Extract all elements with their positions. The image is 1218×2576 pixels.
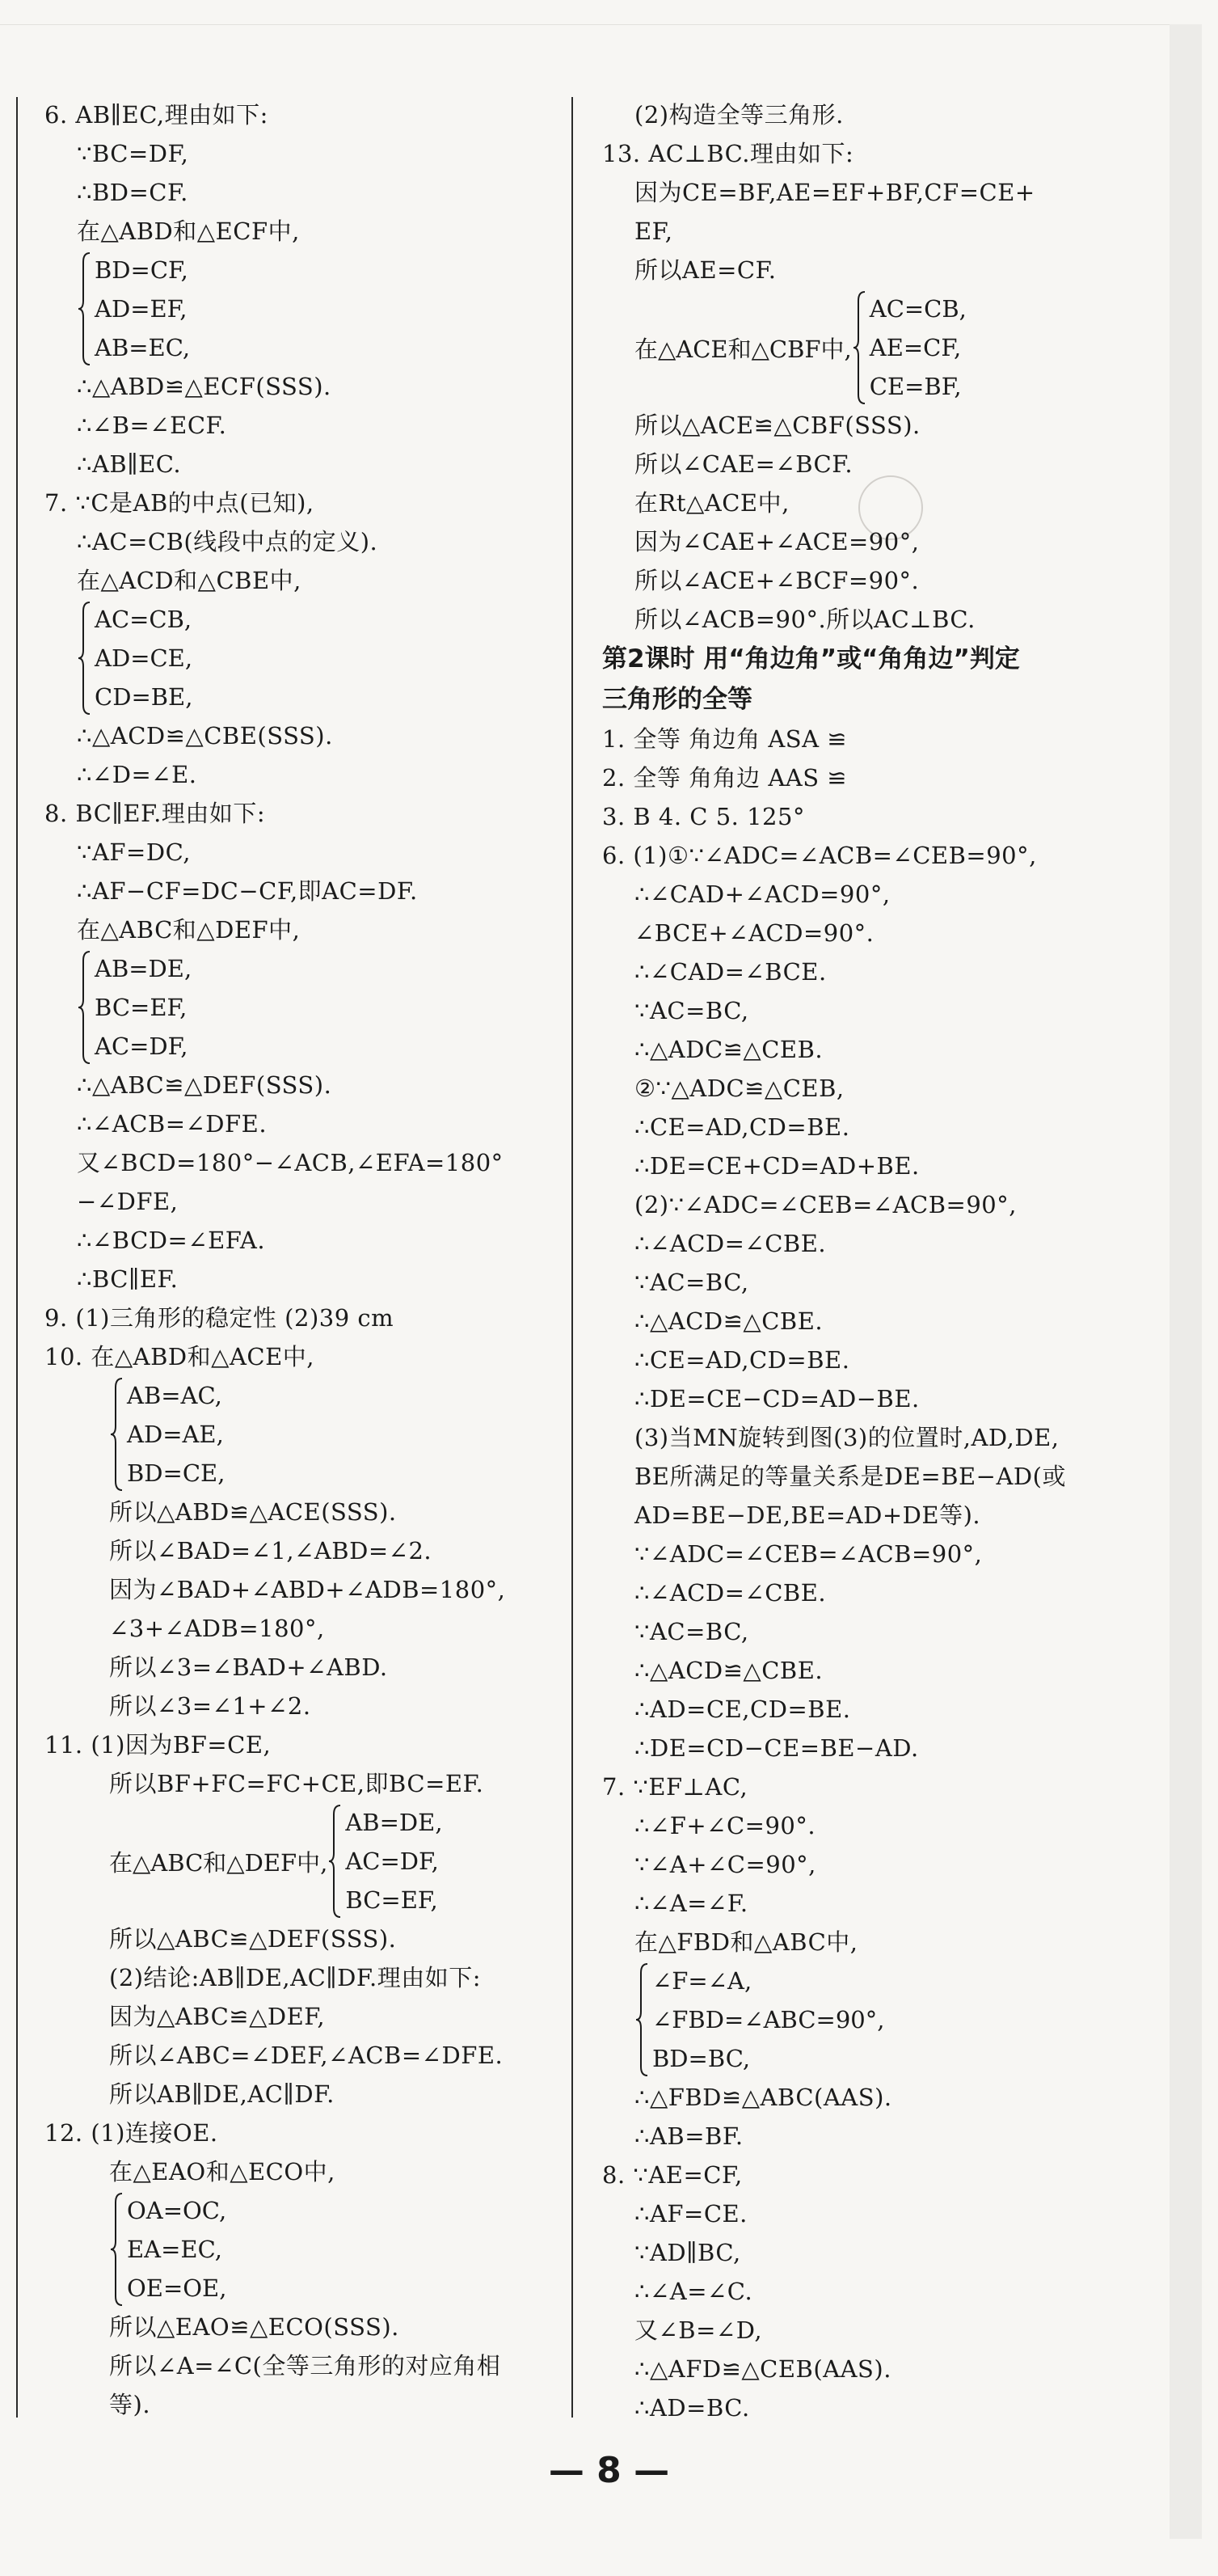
answer-line: 2. 全等 角角边 AAS ≌ bbox=[602, 764, 848, 792]
equation-line: AB=DE, bbox=[95, 955, 192, 982]
answer-line: ∴AF=CE. bbox=[634, 2200, 748, 2228]
left-brace bbox=[634, 1962, 649, 2078]
answer-line: ∴∠ACD=∠CBE. bbox=[634, 1579, 827, 1607]
answer-line: ∴∠CAD+∠ACD=90°, bbox=[634, 880, 891, 908]
answer-line: ∵AF=DC, bbox=[77, 838, 191, 866]
equation-row bbox=[44, 251, 562, 367]
answer-line: ∴△FBD≌△ABC(AAS). bbox=[634, 2084, 892, 2111]
answer-line: 9. (1)三角形的稳定性 (2)39 cm bbox=[44, 1304, 394, 1332]
equation-system bbox=[109, 1376, 225, 1493]
answer-line: −∠DFE, bbox=[77, 1188, 179, 1215]
equation-line: EA=EC, bbox=[127, 2236, 222, 2263]
left-column bbox=[44, 95, 562, 2424]
equation-intro: 在△ABC和△DEF中, bbox=[109, 1848, 328, 1877]
answer-line: 所以∠ACB=90°.所以AC⊥BC. bbox=[634, 606, 976, 633]
answer-line: (2)构造全等三角形. bbox=[634, 101, 844, 129]
answer-line: 10. 在△ABD和△ACE中, bbox=[44, 1343, 314, 1370]
answer-line: ∵AC=BC, bbox=[634, 1618, 749, 1645]
equation-row bbox=[602, 289, 1160, 406]
equation-row bbox=[44, 1803, 562, 1919]
answer-line: ∠BCE+∠ACD=90°. bbox=[634, 919, 875, 947]
equation-row bbox=[44, 1376, 562, 1493]
answer-line: ∴∠BCD=∠EFA. bbox=[77, 1227, 266, 1254]
answer-line: BE所满足的等量关系是DE=BE−AD(或 bbox=[634, 1463, 1066, 1490]
answer-line: ∴△ACD≌△CBE(SSS). bbox=[77, 722, 333, 750]
equation-line: CE=BF, bbox=[869, 373, 962, 400]
answer-line: 12. (1)连接OE. bbox=[44, 2119, 218, 2147]
answer-line: 11. (1)因为BF=CE, bbox=[44, 1731, 272, 1759]
answer-line: ∴△ABD≌△ECF(SSS). bbox=[77, 373, 331, 400]
left-brace bbox=[109, 2191, 124, 2308]
answer-line: ∴AD=BC. bbox=[634, 2394, 750, 2422]
answer-line: 等). bbox=[109, 2391, 151, 2418]
answer-line: ∵AC=BC, bbox=[634, 997, 749, 1024]
answer-line: ∵AC=BC, bbox=[634, 1269, 749, 1296]
answer-line: ∴AF−CF=DC−CF,即AC=DF. bbox=[77, 877, 418, 905]
left-brace bbox=[77, 251, 91, 367]
answer-line: (2)结论:AB∥DE,AC∥DF.理由如下: bbox=[109, 1964, 482, 1991]
left-brace bbox=[327, 1803, 342, 1919]
equation-line: BD=BC, bbox=[652, 2045, 751, 2072]
answer-line: 所以∠BAD=∠1,∠ABD=∠2. bbox=[109, 1537, 432, 1565]
answer-line: ∴△AFD≌△CEB(AAS). bbox=[634, 2355, 891, 2383]
equation-system bbox=[327, 1803, 442, 1919]
equation-line: AC=CB, bbox=[869, 295, 967, 323]
equation-row bbox=[44, 600, 562, 716]
equation-line: BD=CF, bbox=[95, 256, 188, 284]
answer-line: 在△FBD和△ABC中, bbox=[634, 1928, 858, 1956]
answer-line: ∴AD=CE,CD=BE. bbox=[634, 1696, 851, 1723]
answer-line: ∵AD∥BC, bbox=[634, 2239, 741, 2266]
answer-line: ∵∠A+∠C=90°, bbox=[634, 1851, 816, 1878]
equation-row bbox=[602, 1962, 1160, 2078]
answer-line: ∴∠A=∠C. bbox=[634, 2278, 753, 2305]
equation-line: BC=EF, bbox=[345, 1886, 438, 1914]
answer-line: (3)当MN旋转到图(3)的位置时,AD,DE, bbox=[634, 1424, 1060, 1451]
answer-line: ∴∠B=∠ECF. bbox=[77, 412, 227, 439]
answer-line: 1. 全等 角边角 ASA ≌ bbox=[602, 725, 848, 753]
answer-line: EF, bbox=[634, 217, 673, 245]
answer-line: (2)∵∠ADC=∠CEB=∠ACB=90°, bbox=[634, 1191, 1017, 1218]
equation-line: AC=CB, bbox=[95, 606, 192, 633]
answer-line: 又∠B=∠D, bbox=[634, 2316, 763, 2344]
answer-line: 所以∠3=∠BAD+∠ABD. bbox=[109, 1653, 388, 1681]
answer-line: 所以AE=CF. bbox=[634, 256, 777, 284]
answer-line: 又∠BCD=180°−∠ACB,∠EFA=180° bbox=[77, 1149, 504, 1176]
answer-line: 13. AC⊥BC.理由如下: bbox=[602, 140, 854, 167]
answer-line: 所以BF+FC=FC+CE,即BC=EF. bbox=[109, 1770, 484, 1797]
equation-line: AC=DF, bbox=[95, 1033, 188, 1060]
answer-line: 7. ∵C是AB的中点(已知), bbox=[44, 489, 314, 517]
answer-line: ②∵△ADC≌△CEB, bbox=[634, 1075, 845, 1102]
equation-line: AB=EC, bbox=[95, 334, 191, 361]
answer-line: 在△ABC和△DEF中, bbox=[77, 916, 301, 944]
answer-line: 所以∠ABC=∠DEF,∠ACB=∠DFE. bbox=[109, 2042, 504, 2069]
equation-system bbox=[852, 289, 967, 406]
left-margin-rule bbox=[16, 97, 18, 2418]
equation-line: AB=DE, bbox=[345, 1809, 443, 1836]
answer-line: ∴DE=CE+CD=AD+BE. bbox=[634, 1152, 920, 1180]
page-edge-shadow bbox=[1170, 24, 1202, 2539]
answer-line: ∵∠ADC=∠CEB=∠ACB=90°, bbox=[634, 1540, 983, 1568]
answer-line: 因为∠BAD+∠ABD+∠ADB=180°, bbox=[109, 1576, 506, 1603]
right-column bbox=[602, 95, 1160, 2427]
answer-line: ∠3+∠ADB=180°, bbox=[109, 1615, 325, 1642]
column-divider bbox=[571, 97, 573, 2418]
equation-system bbox=[109, 2191, 226, 2308]
equation-system bbox=[77, 949, 192, 1066]
answer-line: ∴AC=CB(线段中点的定义). bbox=[77, 528, 378, 555]
equation-system bbox=[77, 251, 190, 367]
equation-system bbox=[77, 600, 192, 716]
equation-line: AC=DF, bbox=[345, 1848, 439, 1875]
equation-line: OE=OE, bbox=[127, 2274, 227, 2302]
answer-line: ∴CE=AD,CD=BE. bbox=[634, 1113, 850, 1141]
answer-line: ∴CE=AD,CD=BE. bbox=[634, 1346, 850, 1374]
answer-line: ∴∠ACB=∠DFE. bbox=[77, 1110, 268, 1138]
answer-line: 3. B 4. C 5. 125° bbox=[602, 803, 805, 830]
answer-line: ∴BD=CF. bbox=[77, 179, 188, 206]
answer-line: 所以∠CAE=∠BCF. bbox=[634, 450, 853, 478]
answer-line: ∴DE=CE−CD=AD−BE. bbox=[634, 1385, 920, 1413]
answer-line: 所以∠ACE+∠BCF=90°. bbox=[634, 567, 920, 594]
left-brace bbox=[77, 949, 91, 1066]
answer-line: ∴∠D=∠E. bbox=[77, 761, 197, 788]
answer-line: 6. (1)①∵∠ADC=∠ACB=∠CEB=90°, bbox=[602, 842, 1037, 869]
section-heading: 第2课时 用“角边角”或“角角边”判定 bbox=[602, 644, 1020, 674]
answer-line: 所以△EAO≌△ECO(SSS). bbox=[109, 2313, 399, 2341]
equation-line: ∠F=∠A, bbox=[652, 1967, 752, 1995]
equation-intro: 在△ACE和△CBF中, bbox=[634, 335, 852, 363]
equation-row bbox=[44, 949, 562, 1066]
answer-line: 所以∠A=∠C(全等三角形的对应角相 bbox=[109, 2352, 501, 2380]
answer-line: ∴AB=BF. bbox=[634, 2122, 744, 2150]
answer-line: ∴∠F+∠C=90°. bbox=[634, 1812, 816, 1839]
equation-line: AB=AC, bbox=[127, 1382, 222, 1409]
equation-line: AD=AE, bbox=[127, 1421, 224, 1448]
left-brace bbox=[852, 289, 866, 406]
answer-line: ∴BC∥EF. bbox=[77, 1265, 179, 1293]
answer-line: 在△ACD和△CBE中, bbox=[77, 567, 301, 594]
answer-line: AD=BE−DE,BE=AD+DE等). bbox=[634, 1501, 981, 1529]
equation-line: AD=EF, bbox=[95, 295, 188, 323]
left-brace bbox=[77, 600, 91, 716]
answer-line: 6. AB∥EC,理由如下: bbox=[44, 101, 268, 129]
equation-line: BC=EF, bbox=[95, 994, 188, 1021]
answer-line: 因为△ABC≌△DEF, bbox=[109, 2003, 326, 2030]
equation-system bbox=[634, 1962, 884, 2078]
equation-line: AE=CF, bbox=[869, 334, 962, 361]
answer-line: ∴∠A=∠F. bbox=[634, 1890, 748, 1917]
top-border bbox=[0, 0, 1180, 25]
answer-line: ∴DE=CD−CE=BE−AD. bbox=[634, 1734, 919, 1762]
answer-line: ∴△ACD≌△CBE. bbox=[634, 1307, 824, 1335]
answer-line: 所以AB∥DE,AC∥DF. bbox=[109, 2080, 335, 2108]
answer-line: ∴∠CAD=∠BCE. bbox=[634, 958, 827, 986]
section-heading: 三角形的全等 bbox=[602, 685, 752, 714]
page-number: — 8 — bbox=[548, 2450, 670, 2491]
equation-line: CD=BE, bbox=[95, 683, 193, 711]
equation-line: ∠FBD=∠ABC=90°, bbox=[652, 2006, 885, 2033]
answer-line: ∴△ABC≌△DEF(SSS). bbox=[77, 1071, 332, 1099]
answer-line: 8. BC∥EF.理由如下: bbox=[44, 800, 266, 827]
answer-line: 8. ∵AE=CF, bbox=[602, 2161, 743, 2189]
answer-line: ∴△ACD≌△CBE. bbox=[634, 1657, 824, 1684]
equation-row bbox=[44, 2191, 562, 2308]
answer-line: 所以△ABC≌△DEF(SSS). bbox=[109, 1925, 397, 1953]
answer-line: 因为∠CAE+∠ACE=90°, bbox=[634, 528, 920, 555]
answer-line: 在Rt△ACE中, bbox=[634, 489, 790, 517]
equation-line: BD=CE, bbox=[127, 1459, 225, 1487]
answer-line: 7. ∵EF⊥AC, bbox=[602, 1773, 748, 1801]
answer-line: 所以∠3=∠1+∠2. bbox=[109, 1692, 311, 1720]
answer-line: 所以△ACE≌△CBF(SSS). bbox=[634, 412, 921, 439]
answer-line: 在△ABD和△ECF中, bbox=[77, 217, 300, 245]
answer-line: 因为CE=BF,AE=EF+BF,CF=CE+ bbox=[634, 179, 1035, 206]
equation-line: OA=OC, bbox=[127, 2197, 227, 2224]
answer-line: ∵BC=DF, bbox=[77, 140, 189, 167]
answer-line: ∴∠ACD=∠CBE. bbox=[634, 1230, 827, 1257]
equation-line: AD=CE, bbox=[95, 644, 193, 672]
answer-line: 在△EAO和△ECO中, bbox=[109, 2158, 335, 2185]
answer-line: 所以△ABD≌△ACE(SSS). bbox=[109, 1498, 397, 1526]
answer-line: ∴AB∥EC. bbox=[77, 450, 182, 478]
left-brace bbox=[109, 1376, 124, 1493]
answer-line: ∴△ADC≌△CEB. bbox=[634, 1036, 824, 1063]
